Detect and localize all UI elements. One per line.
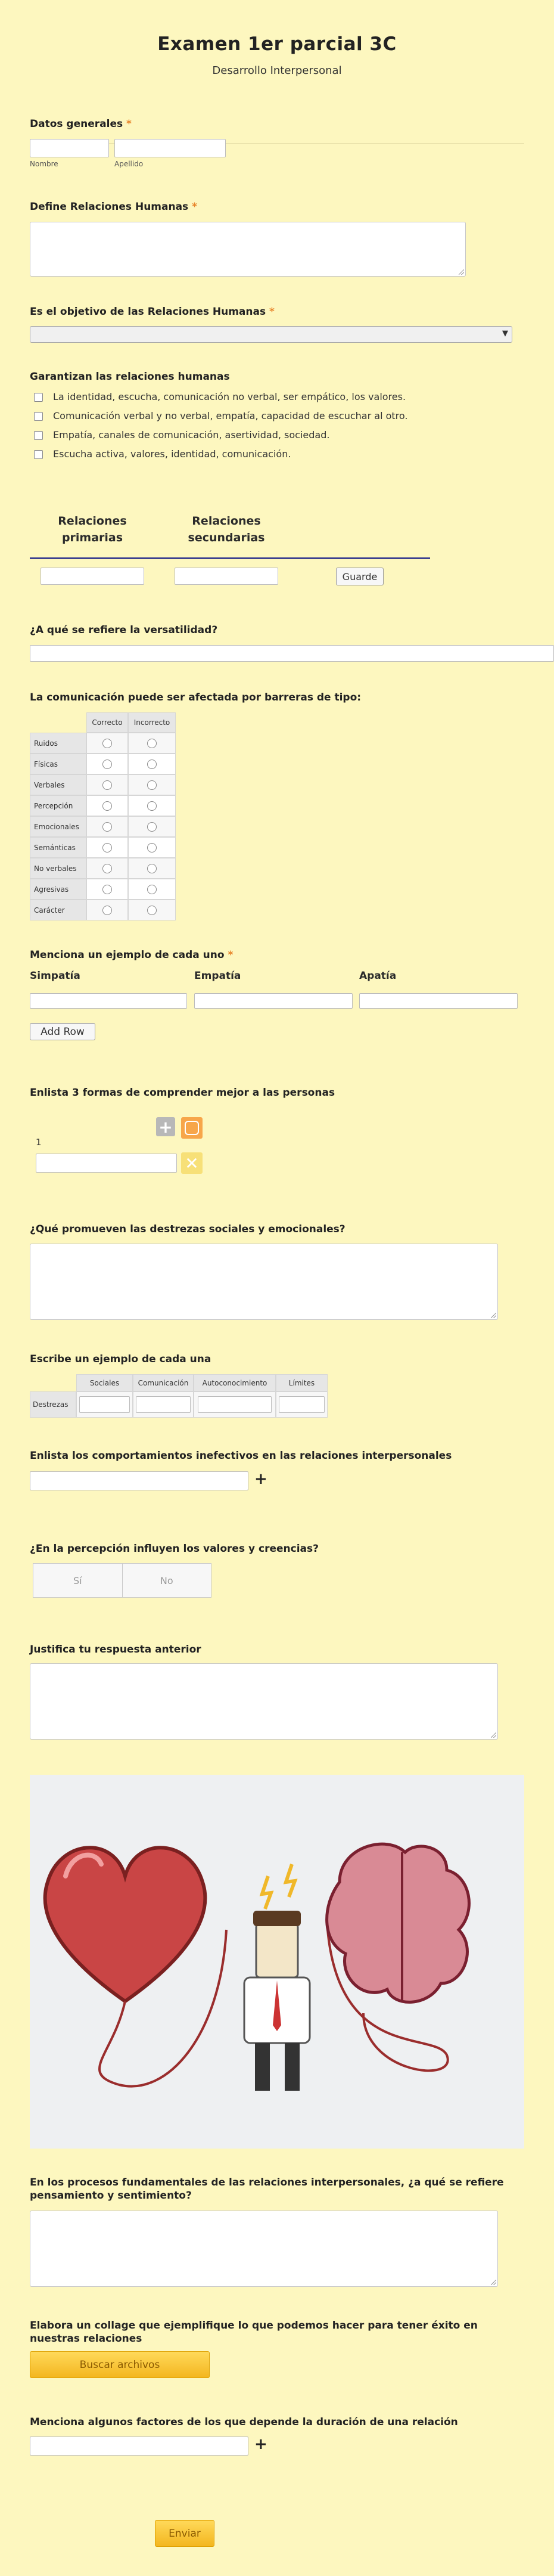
grid-col-header: Sociales: [76, 1374, 133, 1391]
versatilidad-label: ¿A qué se refiere la versatilidad?: [30, 624, 218, 636]
collage-label: Elabora un collage que ejemplifique lo que podemos hacer para tener éxito en nuestras relaciones: [30, 2320, 478, 2345]
radio-correcto[interactable]: [102, 864, 112, 873]
col-simpatia: Simpatía: [30, 970, 80, 982]
brain-heart-illustration: [30, 1775, 524, 2149]
guarde-button[interactable]: Guarde: [336, 568, 384, 585]
radio-correcto[interactable]: [102, 739, 112, 748]
grid-row-label: Físicas: [30, 754, 86, 774]
grid-row-label: Carácter: [30, 900, 86, 920]
versatilidad-input[interactable]: [30, 645, 554, 662]
add-icon[interactable]: +: [254, 1470, 267, 1488]
resize-grip-icon[interactable]: [491, 1313, 496, 1318]
submit-button[interactable]: Enviar: [155, 2520, 214, 2547]
buscar-archivos-button[interactable]: Buscar archivos: [30, 2351, 210, 2378]
apatia-input[interactable]: [359, 993, 518, 1009]
empatia-input[interactable]: [194, 993, 353, 1009]
required-mark: *: [228, 949, 234, 961]
illustration-svg: [30, 1775, 524, 2149]
grid-col-header: Correcto: [86, 712, 128, 733]
define-label: Define Relaciones Humanas *: [30, 201, 197, 213]
grid-row-label: Destrezas: [30, 1391, 76, 1418]
grid-row-label: Emocionales: [30, 816, 86, 837]
checkbox[interactable]: [34, 450, 43, 459]
ejemplo-cada-label: Escribe un ejemplo de cada una: [30, 1353, 211, 1365]
radio-incorrecto[interactable]: [147, 739, 157, 748]
apellido-input[interactable]: [114, 139, 226, 157]
grid-col-header: Comunicación: [133, 1374, 194, 1391]
destrezas-grid: [30, 1374, 328, 1419]
tab-underline: [30, 557, 430, 559]
radio-correcto[interactable]: [102, 780, 112, 790]
grid-row-label: Semánticas: [30, 837, 86, 858]
relaciones-primarias-input[interactable]: [41, 568, 144, 585]
checkbox[interactable]: [34, 412, 43, 421]
resize-grip-icon[interactable]: [459, 269, 464, 275]
delete-icon[interactable]: [181, 1117, 203, 1139]
destrezas-label: ¿Qué promueven las destrezas sociales y emocionales?: [30, 1223, 346, 1235]
add-icon[interactable]: +: [156, 1117, 175, 1136]
resize-grip-icon[interactable]: [491, 2280, 496, 2285]
factores-label: Menciona algunos factores de los que depende la duración de una relación: [30, 2416, 458, 2428]
radio-correcto[interactable]: [102, 906, 112, 915]
grid-col-header: Incorrecto: [128, 712, 176, 733]
ejemplo-label: Menciona un ejemplo de cada uno *: [30, 949, 234, 961]
grid-col-header: Autoconocimiento: [194, 1374, 276, 1391]
radio-incorrecto[interactable]: [147, 822, 157, 832]
define-textarea[interactable]: [30, 222, 466, 277]
simpatia-input[interactable]: [30, 993, 187, 1009]
sociales-input[interactable]: [79, 1396, 130, 1413]
comportamientos-input[interactable]: [30, 1471, 248, 1490]
radio-correcto[interactable]: [102, 760, 112, 769]
col-empatia: Empatía: [194, 970, 241, 982]
grid-row-label: Percepción: [30, 795, 86, 816]
radio-incorrecto[interactable]: [147, 760, 157, 769]
add-icon[interactable]: +: [254, 2435, 267, 2453]
page-title: Examen 1er parcial 3C: [157, 33, 397, 55]
limites-input[interactable]: [279, 1396, 325, 1413]
radio-incorrecto[interactable]: [147, 843, 157, 853]
grid-col-header: Límites: [276, 1374, 328, 1391]
procesos-textarea[interactable]: [30, 2211, 498, 2287]
resize-grip-icon[interactable]: [491, 1732, 496, 1738]
grid-row-label: Verbales: [30, 774, 86, 795]
man-face: [256, 1924, 298, 1977]
page-subtitle: Desarrollo Interpersonal: [212, 64, 342, 77]
tab-relaciones-secundarias[interactable]: Relaciones secundarias: [188, 514, 265, 544]
autoconocimiento-input[interactable]: [198, 1396, 272, 1413]
row-number: 1: [36, 1137, 42, 1148]
datos-label: Datos generales *: [30, 118, 132, 130]
comunicacion-input[interactable]: [136, 1396, 191, 1413]
apellido-label: Apellido: [114, 160, 144, 168]
radio-incorrecto[interactable]: [147, 780, 157, 790]
radio-incorrecto[interactable]: [147, 885, 157, 894]
no-option[interactable]: No: [160, 1574, 173, 1586]
required-mark: *: [269, 306, 275, 318]
justifica-label: Justifica tu respuesta anterior: [30, 1644, 201, 1656]
radio-correcto[interactable]: [102, 843, 112, 853]
yes-option[interactable]: Sí: [33, 1564, 123, 1597]
percepcion-toggle: [33, 1563, 211, 1598]
checkbox[interactable]: [34, 431, 43, 440]
grid-row-label: Agresivas: [30, 879, 86, 900]
radio-incorrecto[interactable]: [147, 864, 157, 873]
garantizan-label: Garantizan las relaciones humanas: [30, 371, 230, 383]
radio-correcto[interactable]: [102, 885, 112, 894]
col-apatia: Apatía: [359, 970, 397, 982]
justifica-textarea[interactable]: [30, 1663, 498, 1740]
remove-row-icon[interactable]: ✕: [181, 1152, 203, 1174]
required-mark: *: [192, 201, 197, 213]
radio-incorrecto[interactable]: [147, 801, 157, 811]
enlista-input[interactable]: [36, 1154, 177, 1173]
tab-relaciones-primarias[interactable]: Relaciones primarias: [58, 514, 127, 544]
destrezas-textarea[interactable]: [30, 1244, 498, 1320]
objetivo-label: Es el objetivo de las Relaciones Humanas *: [30, 306, 275, 318]
radio-incorrecto[interactable]: [147, 906, 157, 915]
grid-row-label: Ruidos: [30, 733, 86, 754]
nombre-input[interactable]: [30, 139, 109, 157]
relaciones-secundarias-input[interactable]: [175, 568, 278, 585]
add-row-button[interactable]: Add Row: [30, 1023, 95, 1040]
checkbox[interactable]: [34, 393, 43, 402]
barreras-grid: [30, 712, 176, 921]
required-mark: *: [126, 118, 132, 130]
nombre-label: Nombre: [30, 160, 58, 168]
barreras-label: La comunicación puede ser afectada por barreras de tipo:: [30, 692, 362, 703]
radio-correcto[interactable]: [102, 801, 112, 811]
objetivo-select[interactable]: [30, 326, 512, 343]
radio-correcto[interactable]: [102, 822, 112, 832]
factores-input[interactable]: [30, 2436, 248, 2456]
comportamientos-label: Enlista los comportamientos inefectivos en las relaciones interpersonales: [30, 1450, 452, 1462]
enlista-label: Enlista 3 formas de comprender mejor a las personas: [30, 1087, 335, 1099]
percepcion-label: ¿En la percepción influyen los valores y creencias?: [30, 1543, 319, 1555]
chevron-down-icon: ▼: [502, 329, 508, 338]
procesos-label: En los procesos fundamentales de las relaciones interpersonales, ¿a qué se refiere pensamiento y sentimiento?: [30, 2177, 504, 2202]
grid-row-label: No verbales: [30, 858, 86, 879]
